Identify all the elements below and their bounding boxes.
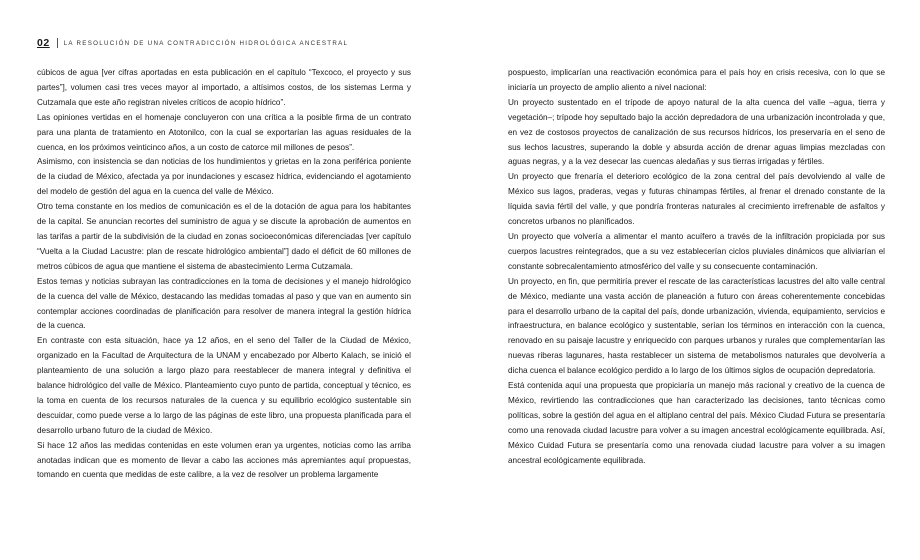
paragraph: Asimismo, con insistencia se dan noticias de los hundimientos y grietas en la zona periférica poniente de la ciudad de México, afectada ya por inundaciones y escasez hídrica, evidenciando el agotamiento del modelo de gestión del agua en la cuenca del valle de México. bbox=[37, 157, 411, 197]
paragraph: Si hace 12 años las medidas contenidas en este volumen eran ya urgentes, noticias como las arriba anotadas indican que es momento de llevar a cabo las acciones más apremiantes aquí propuestas, tomando en cuenta que medidas de este calibre, a la vez de resolver un problema largamente bbox=[37, 440, 411, 480]
paragraph: Un proyecto que volvería a alimentar el manto acuífero a través de la infiltración propiciada por sus cuerpos lacustres reintegrados, que a su vez establecerían ciclos pluviales dinámicos que aliviarían el constante sobrecalentamiento atmosférico del valle y su consecuente contaminación. bbox=[508, 231, 885, 271]
paragraph: Un proyecto sustentado en el trípode de apoyo natural de la alta cuenca del valle –agua, tierra y vegetación–; trípode hoy sepultado bajo la acción depredadora de una urbanización incontrolada y que, en vez de costosos proyectos de canalización de sus recursos hídricos, los preservaría en el seno de sus lechos lacustres, superando la doble y absurda acción de drenar aguas limpias mezcladas con aguas negras, y a la vez desecar las cuencas aledañas y sus tierras irrigadas y fértiles. bbox=[508, 97, 885, 167]
paragraph: Otro tema constante en los medios de comunicación es el de la dotación de agua para los habitantes de la capital. Se anuncian recortes del suministro de agua y se discute la aprobación de aumentos en las tarifas a partir de la subdivisión de la ciudad en zonas socioeconómicas diferenciadas [ver capítulo “Vuelta a la Ciudad Lacustre: plan de rescate hidrológico ambiental”] dado el déficit de 60 millones de metros cúbicos de agua que mantiene el sistema de abastecimiento Lerma Cutzamala. bbox=[37, 202, 411, 271]
running-title: LA RESOLUCIÓN DE UNA CONTRADICCIÓN HIDROLÓGICA ANCESTRAL bbox=[63, 39, 349, 47]
paragraph: En contraste con esta situación, hace ya 12 años, en el seno del Taller de la Ciudad de México, organizado en la Facultad de Arquitectura de la UNAM y encabezado por Alberto Kalach, se inició el planteamiento de una solución a largo plazo para reestablecer de manera integral y definitiva el balance hidrológico del valle de México. Planteamiento cuyo punto de partida, conceptual y técnico, es la toma en cuenta de los recursos naturales de la cuenca y su equilibrio ecológico sustentable sin descuidar, como puede verse a lo largo de las páginas de este libro, una propuesta planificada para el desarrollo urbano futuro de la ciudad de México. bbox=[37, 336, 411, 435]
right-text-column bbox=[508, 66, 885, 468]
paragraph: cúbicos de agua [ver cifras aportadas en esta publicación en el capítulo “Texcoco, el proyecto y sus partes”], volumen casi tres veces mayor al importado, a altísimos costos, de los sistemas Lerma y Cutzamala que este año registran niveles críticos de acopio hídrico”. bbox=[37, 68, 411, 107]
paragraph: Estos temas y noticias subrayan las contradicciones en la toma de decisiones y el manejo hidrológico de la cuenca del valle de México, destacando las medidas tomadas al paso y que van en aumento sin contemplar acciones coordinadas de planificación para resolver de manera integral la gestión hídrica de la cuenca. bbox=[37, 276, 411, 331]
paragraph: pospuesto, implicarían una reactivación económica para el país hoy en crisis recesiva, con lo que se iniciaría un proyecto de amplio aliento a nivel nacional: bbox=[508, 68, 885, 92]
page-number: 02 bbox=[37, 37, 50, 49]
header-divider bbox=[57, 38, 58, 48]
paragraph: Las opiniones vertidas en el homenaje concluyeron con una crítica a la posible firma de un contrato para una planta de tratamiento en Atotonilco, con la cual se exportarían las aguas residuales de la cuenca, en los próximos veinticinco años, a un costo de catorce mil millones de pesos”. bbox=[37, 112, 411, 152]
paragraph: Un proyecto que frenaría el deterioro ecológico de la zona central del país devolviendo al valle de México sus lagos, praderas, vegas y futuras chinampas fértiles, al frenar el drenado constante de la líquida savia fértil del valle, y que pondría fronteras naturales al crecimiento irrefrenable de asfaltos y concretos urbanos no planificados. bbox=[508, 172, 885, 227]
paragraph: Está contenida aquí una propuesta que propiciaría un manejo más racional y creativo de la cuenca de México, revirtiendo las contradicciones que han caracterizado las decisiones, tanto técnicas como políticas, sobre la gestión del agua en el altiplano central del país. México Ciudad Futura se presentaría como una renovada ciudad lacustre para volver a su imagen ancestral ecológicamente equilibrada. Así, México Cuidad Futura se presentaría como una renovada ciudad lacustre para volver a su imagen ancestral ecológicamente equilibrada. bbox=[508, 381, 885, 465]
left-text-column bbox=[37, 66, 411, 483]
paragraph: Un proyecto, en fin, que permitiría prever el rescate de las características lacustres del alto valle central de México, mediante una vasta acción de planeación a futuro con áreas coherentemente concebidas para el desarrollo urbano de la capital del país, donde urbanización, vivienda, equipamiento, servicios e infraestructura, en balance ecológico y sustentable, serían los términos en interacción con la cuenca, renovado en su paisaje lacustre y enriquecido con parques urbanos y rurales que complementarían las nuevas riberas lagunares, hasta restablecer un sistema de metabolismos naturales que devolvería a dicha cuenca el balance ecológico perdido a lo largo de los últimos siglos de ocupación depredatoria. bbox=[508, 276, 885, 376]
page-header bbox=[37, 36, 348, 50]
